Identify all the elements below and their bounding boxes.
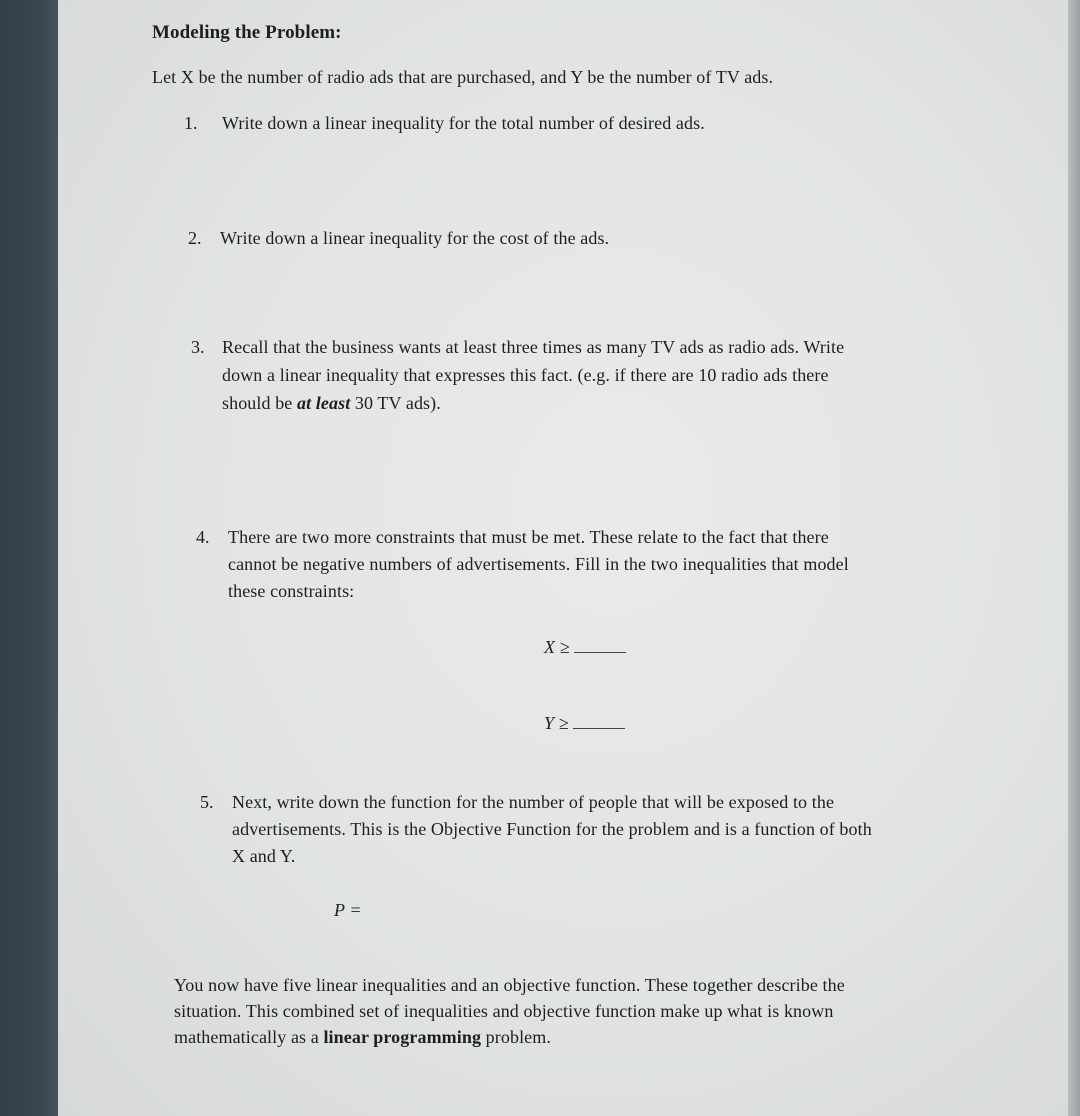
question-5-line-3: X and Y.: [232, 846, 296, 866]
section-title: Modeling the Problem:: [152, 22, 342, 43]
y-inequality-label: Y ≥: [544, 713, 569, 733]
document-page: [58, 0, 1068, 1116]
question-3-line-3-after: 30 TV ads).: [350, 393, 441, 413]
linear-programming-term: linear programming: [323, 1027, 482, 1047]
y-inequality: [544, 710, 625, 737]
question-4-line-3: these constraints:: [228, 581, 355, 601]
question-3-line-3-before: should be: [222, 393, 297, 413]
monitor-bezel-left: [0, 0, 58, 1116]
question-3-line-1: Recall that the business wants at least three times as many TV ads as radio ads. Write: [222, 337, 845, 357]
question-4-number: 4.: [196, 527, 210, 547]
question-4-line-1: There are two more constraints that must be met. These relate to the fact that there: [228, 527, 829, 547]
question-2-number: 2.: [188, 228, 202, 248]
outro-line-3: [174, 1024, 551, 1051]
x-inequality: [544, 634, 626, 661]
question-3-line-2: down a linear inequality that expresses this fact. (e.g. if there are 10 radio ads there: [222, 365, 829, 385]
y-answer-blank[interactable]: [573, 712, 625, 729]
question-1-text: Write down a linear inequality for the total number of desired ads.: [222, 113, 705, 133]
intro-paragraph: Let X be the number of radio ads that are purchased, and Y be the number of TV ads.: [152, 67, 774, 87]
outro-line-3-after: problem.: [481, 1027, 551, 1047]
question-5-number: 5.: [200, 792, 214, 812]
question-3-line-3: [222, 390, 441, 417]
outro-line-1: You now have five linear inequalities and an objective function. These together describe the: [174, 975, 845, 995]
x-answer-blank[interactable]: [574, 636, 626, 653]
question-4-line-2: cannot be negative numbers of advertisements. Fill in the two inequalities that model: [228, 554, 849, 574]
objective-function-label: P =: [334, 900, 362, 920]
question-1-number: 1.: [184, 113, 198, 133]
question-3-emphasis: at least: [297, 393, 351, 413]
question-5-line-2: advertisements. This is the Objective Function for the problem and is a function of both: [232, 819, 872, 839]
outro-line-3-before: mathematically as a: [174, 1027, 324, 1047]
monitor-bezel-right: [1068, 0, 1080, 1116]
question-2-text: Write down a linear inequality for the cost of the ads.: [220, 228, 610, 248]
x-inequality-label: X ≥: [544, 637, 570, 657]
outro-line-2: situation. This combined set of inequalities and objective function make up what is known: [174, 1001, 834, 1021]
question-5-line-1: Next, write down the function for the number of people that will be exposed to the: [232, 792, 835, 812]
question-3-number: 3.: [191, 337, 205, 357]
